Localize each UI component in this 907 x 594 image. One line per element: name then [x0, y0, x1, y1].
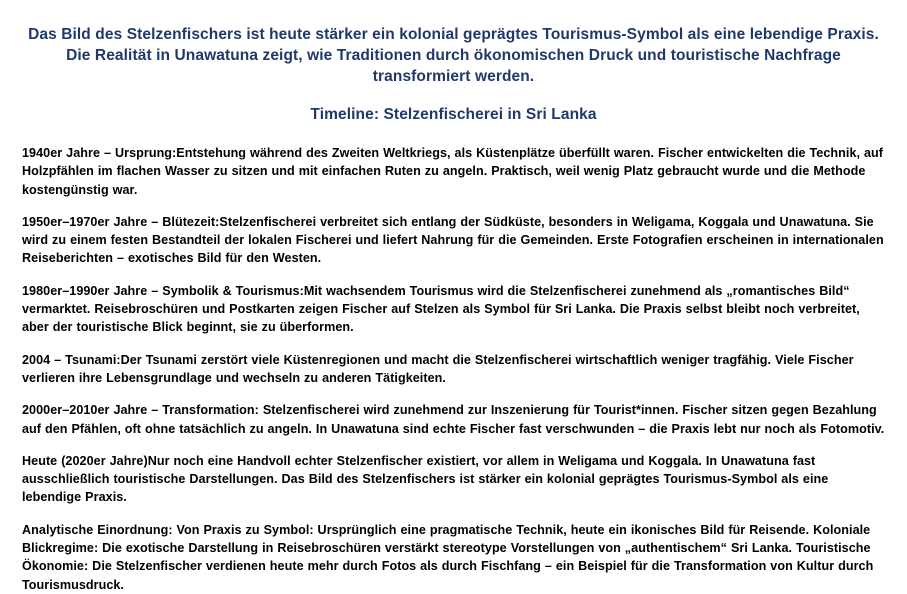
page-subtitle: Timeline: Stelzenfischerei in Sri Lanka — [310, 106, 597, 123]
timeline-entry: 1950er–1970er Jahre – Blütezeit:Stelzenfischerei verbreitet sich entlang der Südküste, besonders in Weligama, Koggala und Unawatuna. Sie wird zu einem festen Bestandteil der lokalen Fischerei und liefert Nahrung für die Gemeinden. Erste Fotografien erscheinen in internationalen Reiseberichten – exotisches Bild für den Westen. — [22, 214, 884, 266]
timeline-entries — [0, 125, 907, 594]
timeline-entry: 1940er Jahre – Ursprung:Entstehung während des Zweiten Weltkriegs, als Küstenplätze überfüllt waren. Fischer entwickelten die Technik, auf Holzpfählen im flachen Wasser zu sitzen und mit einfachen Ruten zu angeln. Praktisch, weil wenig Platz gebraucht wurde und die Methode kostengünstig war. — [22, 146, 884, 197]
timeline-entry: 2004 – Tsunami:Der Tsunami zerstört viele Küstenregionen und macht die Stelzenfischerei wirtschaftlich weniger tragfähig. Viele Fischer verlieren ihre Lebensgrundlage und wechseln zu anderen Tätigkeiten. — [22, 352, 854, 385]
page-headline: Das Bild des Stelzenfischers ist heute stärker ein kolonial geprägtes Tourismus-Symbol als eine lebendige Praxis. Die Realität in Unawatuna zeigt, wie Traditionen durch ökonomischen Druck und touristische Nachfrage transformiert werden. — [28, 26, 879, 85]
timeline-entry: Heute (2020er Jahre)Nur noch eine Handvoll echter Stelzenfischer existiert, vor allem in Weligama und Koggala. In Unawatuna fast ausschließlich touristische Darstellungen. Das Bild des Stelzenfischers ist stärker ein kolonial geprägtes Tourismus-Symbol als eine lebendige Praxis. — [22, 453, 829, 505]
timeline-entry: Analytische Einordnung: Von Praxis zu Symbol: Ursprünglich eine pragmatische Technik, heute ein ikonisches Bild für Reisende. Koloniale Blickregime: Die exotische Darstellung in Reisebroschüren verstärkt stereotype Vorstellungen von „authentischem“ Sri Lanka. Touristische Ökonomie: Die Stelzenfischer verdienen heute mehr durch Fotos als durch Fischfang – ein Beispiel für die Transformation von Kultur durch Tourismusdruck. — [22, 522, 874, 592]
timeline-entry: 1980er–1990er Jahre – Symbolik & Tourismus:Mit wachsendem Tourismus wird die Stelzenfischerei zunehmend als „romantisches Bild“ vermarktet. Reisebroschüren und Postkarten zeigen Fischer auf Stelzen als Symbol für Sri Lanka. Die Praxis selbst bleibt noch verbreitet, aber der touristische Blick beginnt, sie zu überformen. — [22, 283, 860, 335]
timeline-entry: 2000er–2010er Jahre – Transformation: Stelzenfischerei wird zunehmend zur Inszenierung für Tourist*innen. Fischer sitzen gegen Bezahlung auf den Pfählen, oft ohne tatsächlich zu angeln. In Unawatuna sind echte Fischer fast verschwunden – die Praxis lebt nur noch als Fotomotiv. — [22, 403, 885, 436]
